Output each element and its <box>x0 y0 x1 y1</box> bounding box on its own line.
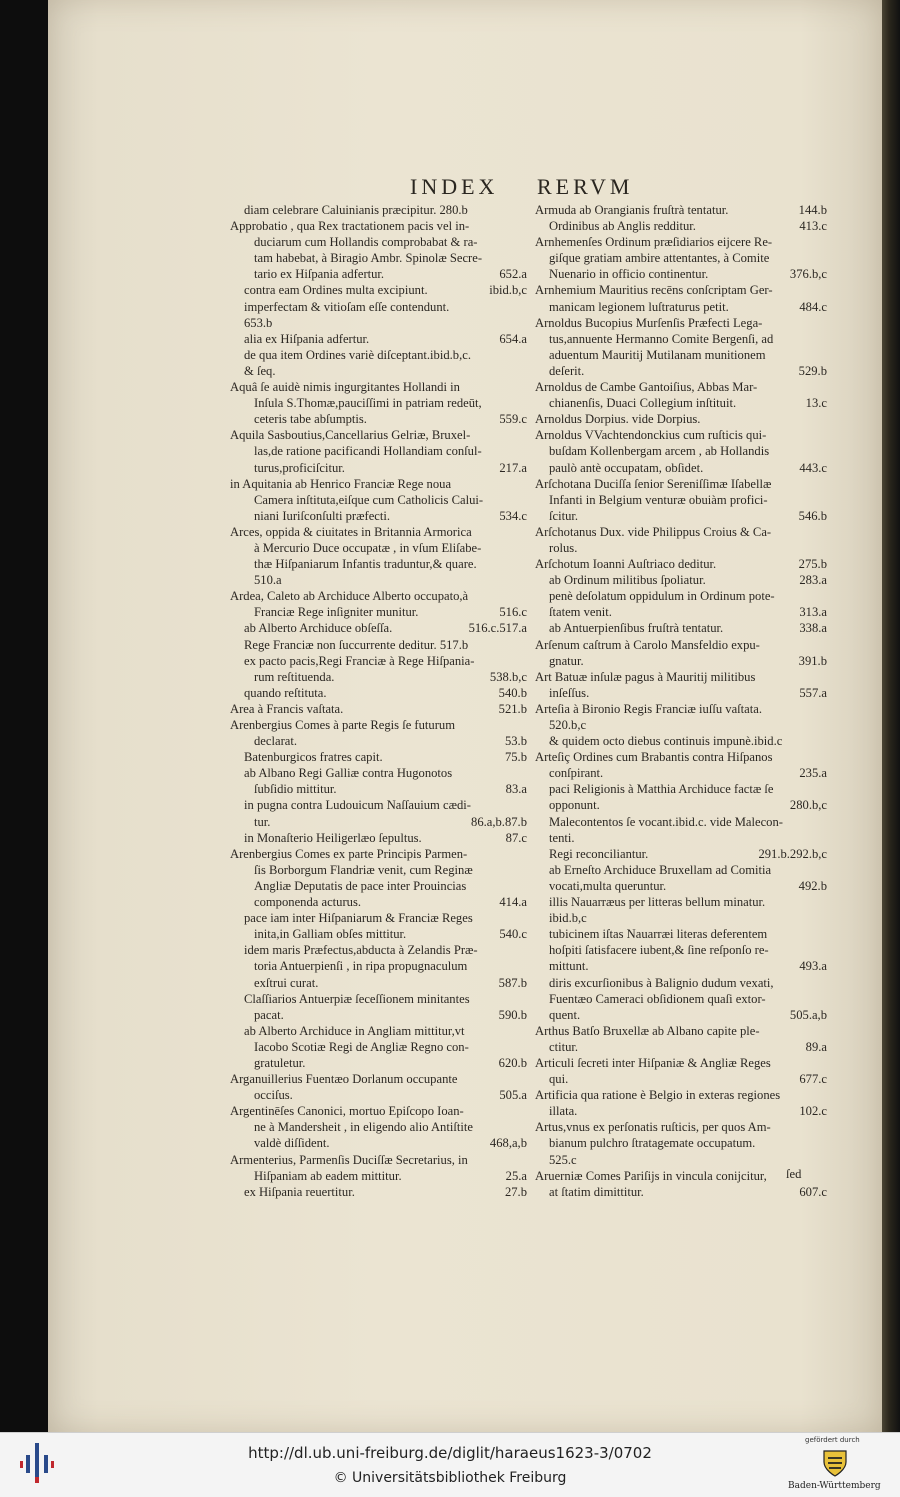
index-column-right <box>535 202 827 1200</box>
index-line: penè deſolatum oppidulum in Ordinum pote- <box>549 589 775 604</box>
index-line: 525.c <box>549 1152 577 1167</box>
index-line: diris excurſionibus à Balignio dudum vexati, <box>549 975 774 990</box>
index-line: 534.c niani Iuriſconſulti præfecti. <box>254 508 527 523</box>
index-line: in pugna contra Ludouicum Naſſauium cædi- <box>244 798 471 813</box>
index-line: 546.b ſcitur. <box>549 508 827 523</box>
index-line: 144.b Armuda ab Orangianis fruſtrà tentatur. <box>535 203 827 217</box>
index-line: Camera inſtituta,eiſque cum Catholicis Calui- <box>254 492 484 507</box>
index-line: ibid.b,c <box>549 911 587 926</box>
coat-of-arms-icon <box>820 1448 850 1478</box>
index-line: Arnoldus Bucopius Murſenſis Præfecti Lega- <box>535 315 763 330</box>
index-line: tubicinem iſtas Nauarræi literas deferentem <box>549 927 768 942</box>
index-line: 291.b.292.b,c Regi reconciliantur. <box>549 846 827 861</box>
index-line: Arces, oppida & ciuitates in Britannia Armorica <box>230 524 472 539</box>
index-line: 468,a,b valdè diſſident. <box>254 1136 527 1151</box>
index-line: 652.a tario ex Hiſpania adfertur. <box>254 267 527 282</box>
index-line: 559.c ceteris tabe abſumptis. <box>254 412 527 427</box>
index-line: & ſeq. <box>244 363 276 378</box>
index-line: Arenbergius Comes à parte Regis ſe futurum <box>230 718 456 732</box>
index-line: ibid.b,c contra eam Ordines multa excipiunt. <box>244 283 527 298</box>
index-line: 89.a ctitur. <box>549 1039 827 1054</box>
index-line: 492.b vocati,multa queruntur. <box>549 878 827 893</box>
index-line: Arthus Batſo Bruxellæ ab Albano capite ple- <box>535 1023 760 1038</box>
index-line: 540.c inita,in Galliam obſes mittitur. <box>254 927 527 942</box>
index-line: Aruerniæ Comes Pariſijs in vincula conijcitur, <box>535 1168 767 1183</box>
index-line: 217.a turus,proficiſcitur. <box>254 460 527 475</box>
index-line: illis Nauarræus per litteras bellum minatur. <box>549 895 766 910</box>
index-line: Angliæ Deputatis de pace inter Prouincias <box>254 878 467 893</box>
index-line: 590.b pacat. <box>254 1007 527 1022</box>
index-line: Arſchotanus Dux. vide Philippus Croius & Ca- <box>535 524 772 539</box>
index-line: Artus,vnus ex perſonatis ruſticis, per quos Am- <box>535 1120 771 1135</box>
index-line: Fuentæo Cameraci obſidionem quaſi extor- <box>549 991 766 1006</box>
index-line: 520.b,c <box>549 718 587 732</box>
index-line: 677.c qui. <box>549 1072 827 1087</box>
index-line: ſis Borborgum Flandriæ venit, cum Reginæ <box>254 862 473 877</box>
index-line: 521.b Area à Francis vaſtata. <box>230 701 527 716</box>
index-line: 313.a ſtatem venit. <box>549 605 827 620</box>
index-line: Arenbergius Comes ex parte Principis Parmen- <box>230 846 468 861</box>
index-line: Iacobo Scotiæ Regi de Angliæ Regno con- <box>254 1039 469 1054</box>
index-line: Aquâ ſe auidè nimis ingurgitantes Hollandi in <box>230 380 460 395</box>
index-column-left <box>230 202 527 1200</box>
index-line: à Mercurio Duce occupatæ , in vſum Eliſabe- <box>254 540 482 555</box>
index-line: 540.b quando reſtituta. <box>244 685 527 700</box>
index-line: Artificia qua ratione è Belgio in exteras regiones <box>535 1088 781 1103</box>
index-line: paci Religionis à Matthia Archiduce factæ ſe <box>549 782 774 797</box>
index-line: tam habebat, à Biragio Ambr. Spinolæ Secre- <box>254 251 483 266</box>
copyright-notice: © Universitätsbibliothek Freiburg <box>333 1470 567 1486</box>
index-line: 338.a ab Antuerpienſibus fruſtrà tentatur. <box>549 621 827 636</box>
index-line: ab Erneſto Archiduce Bruxellam ad Comitia <box>549 862 772 877</box>
index-line: diam celebrare Caluinianis præcipitur. 280.b <box>244 203 468 217</box>
index-line: 25.a Hiſpaniam ab eadem mittitur. <box>254 1168 527 1183</box>
index-line: 75.b Batenburgicos fratres capit. <box>244 750 527 765</box>
index-line: ab Alberto Archiduce in Angliam mittitur,vt <box>244 1023 465 1038</box>
index-line: Infanti in Belgium venturæ obuiàm profici- <box>549 492 768 507</box>
index-line: 493.a mittunt. <box>549 959 827 974</box>
index-line: 587.b exſtrui curat. <box>254 975 527 990</box>
page-edge <box>882 0 900 1432</box>
index-line: Articuli ſecreti inter Hiſpaniæ & Angliæ Reges <box>535 1055 771 1070</box>
index-line: Arnoldus Dorpius. vide Dorpius. <box>535 412 701 427</box>
index-line: buſdam Kollenbergam arcem , ab Hollandis <box>549 444 770 459</box>
running-head-right: RERVM <box>537 174 634 199</box>
index-line: thæ Hiſpaniarum Infantis traduntur,& quare. <box>254 557 477 572</box>
index-line: 654.a alia ex Hiſpania adfertur. <box>244 331 527 346</box>
index-line: 13.c chianenſis, Duaci Collegium inſtituit. <box>549 396 827 411</box>
index-line: Ardea, Caleto ab Archiduce Alberto occupato,à <box>230 589 469 604</box>
index-line: de qua item Ordines variè diſceptant.ibid.b,c. <box>244 347 471 362</box>
index-line: 87.c in Monaſterio Heiligerlæo ſepultus. <box>244 830 527 845</box>
index-line: 391.b gnatur. <box>549 653 827 668</box>
index-line: 538.b,c rum reſtituenda. <box>254 669 527 684</box>
index-line: Inſula S.Thomæ,pauciſſimi in patriam redeūt, <box>254 396 482 411</box>
running-head-left: INDEX <box>410 174 499 199</box>
index-line: Argentinēſes Canonici, mortuo Epiſcopo Ioan- <box>230 1104 464 1119</box>
index-line: las,de ratione pacificandi Hollandiam conſul- <box>254 444 482 459</box>
index-line: aduentum Mauritij Mutilanam munitionem <box>549 347 766 362</box>
index-line: Arſenum caſtrum à Carolo Mansfeldio expu- <box>535 637 760 652</box>
index-line: 275.b Arſchotum Ioanni Auſtriaco deditur. <box>535 557 827 572</box>
index-line: Aquila Sasboutius,Cancellarius Gelriæ, Bruxel- <box>230 428 471 443</box>
index-line: 443.c paulò antè occupatam, obſidet. <box>549 460 827 475</box>
index-line: Arteſia à Bironio Regis Franciæ iuſſu vaſtata. <box>535 701 762 716</box>
index-line: 413.c Ordinibus ab Anglis redditur. <box>549 219 827 234</box>
sponsor-label: gefördert durch <box>805 1436 860 1444</box>
index-line: 510.a <box>254 573 282 588</box>
index-line: Art Batuæ inſulæ pagus à Mauritij militibus <box>535 669 756 684</box>
index-line: Arnoldus VVachtendonckius cum ruſticis qui- <box>535 428 767 443</box>
index-line: 283.a ab Ordinum militibus ſpoliatur. <box>549 573 827 588</box>
index-line: Armenterius, Parmenſis Duciſſæ Secretarius, in <box>230 1152 468 1167</box>
index-line: Approbatio , qua Rex tractationem pacis vel in- <box>230 219 470 234</box>
index-line: 53.b declarat. <box>254 734 527 749</box>
index-line: rolus. <box>549 540 578 555</box>
index-line: idem maris Præfectus,abducta à Zelandis Præ- <box>244 943 478 958</box>
viewer-footer <box>0 1432 900 1497</box>
index-line: toria Antuerpienſi , in ripa propugnaculum <box>254 959 468 974</box>
index-line: 505.a occiſus. <box>254 1088 527 1103</box>
index-line: 414.a componenda acturus. <box>254 895 527 910</box>
index-line: Malecontentos ſe vocant.ibid.c. vide Malecon- <box>549 814 783 829</box>
index-line: bianum pulchro ſtratagemate occupatum. <box>549 1136 756 1151</box>
index-line: ne à Mandersheit , in eligendo alio Antiſtite <box>254 1120 473 1135</box>
index-line: duciarum cum Hollandis comprobabat & ra- <box>254 235 478 250</box>
permalink-url[interactable]: http://dl.ub.uni-freiburg.de/diglit/haraeus1623-3/0702 <box>248 1444 652 1462</box>
index-line: 83.a ſubſidio mittitur. <box>254 782 527 797</box>
index-line: hoſpiti ſatisfacere iubent,& ſine reſponſo re- <box>549 943 769 958</box>
index-line: Arteſiç Ordines cum Brabantis contra Hiſpanos <box>535 750 773 765</box>
index-line: 505.a,b quent. <box>549 1007 827 1022</box>
index-line: 620.b gratuletur. <box>254 1055 527 1070</box>
index-line: Arnhemium Mauritius recēns conſcriptam Ger- <box>535 283 773 298</box>
index-line: ab Albano Regi Galliæ contra Hugonotos <box>244 766 453 781</box>
index-line: 235.a conſpirant. <box>549 766 827 781</box>
sponsor-name: Baden-Württemberg <box>788 1481 881 1491</box>
index-line: Arnhemenſes Ordinum præſidiarios eijcere Re- <box>535 235 773 250</box>
index-line: in Aquitania ab Henrico Franciæ Rege noua <box>230 476 452 491</box>
index-line: tenti. <box>549 830 575 845</box>
index-line: 376.b,c Nuenario in officio continentur. <box>549 267 827 282</box>
catchword: ſed <box>786 1167 802 1181</box>
index-line: giſque gratiam ambire attentantes, à Comite <box>549 251 770 266</box>
index-line: Claſſiarios Antuerpiæ ſeceſſionem minitantes <box>244 991 470 1006</box>
index-line: Arſchotana Duciſſa ſenior Sereniſſimæ Iſabellæ <box>535 476 772 491</box>
index-line: imperfectam & vitioſam eſſe contendunt. <box>244 299 450 314</box>
index-line: 102.c illata. <box>549 1104 827 1119</box>
index-line: 484.c manicam legionem luſtraturus petit. <box>549 299 827 314</box>
index-line: 27.b ex Hiſpania reuertitur. <box>244 1184 527 1199</box>
index-line: & quidem octo diebus continuis impunè.ibid.c <box>549 734 783 749</box>
left-dark-margin <box>0 0 48 1432</box>
index-line: Arganuillerius Fuentæo Dorlanum occupante <box>230 1072 458 1087</box>
index-line: 653.b <box>244 315 273 330</box>
index-line: 516.c.517.a ab Alberto Archiduce obſeſſa. <box>244 621 527 636</box>
index-line: 86.a,b.87.b tur. <box>254 814 527 829</box>
index-line: 607.c at ſtatim dimittitur. <box>549 1184 827 1199</box>
index-line: tus,annuente Hermanno Comite Bergenſi, ad <box>549 331 774 346</box>
index-line: ex pacto pacis,Regi Franciæ à Rege Hiſpania- <box>244 653 475 668</box>
index-line: 280.b,c opponunt. <box>549 798 827 813</box>
index-line: 516.c Franciæ Rege inſigniter munitur. <box>254 605 527 620</box>
index-line: Rege Franciæ non ſuccurrente deditur. 517.b <box>244 637 469 652</box>
index-line: 557.a inſeſſus. <box>549 685 827 700</box>
index-line: 529.b deſerit. <box>549 363 827 378</box>
index-line: pace iam inter Hiſpaniarum & Franciæ Reges <box>244 911 473 926</box>
index-line: Arnoldus de Cambe Gantoiſius, Abbas Mar- <box>535 380 758 395</box>
